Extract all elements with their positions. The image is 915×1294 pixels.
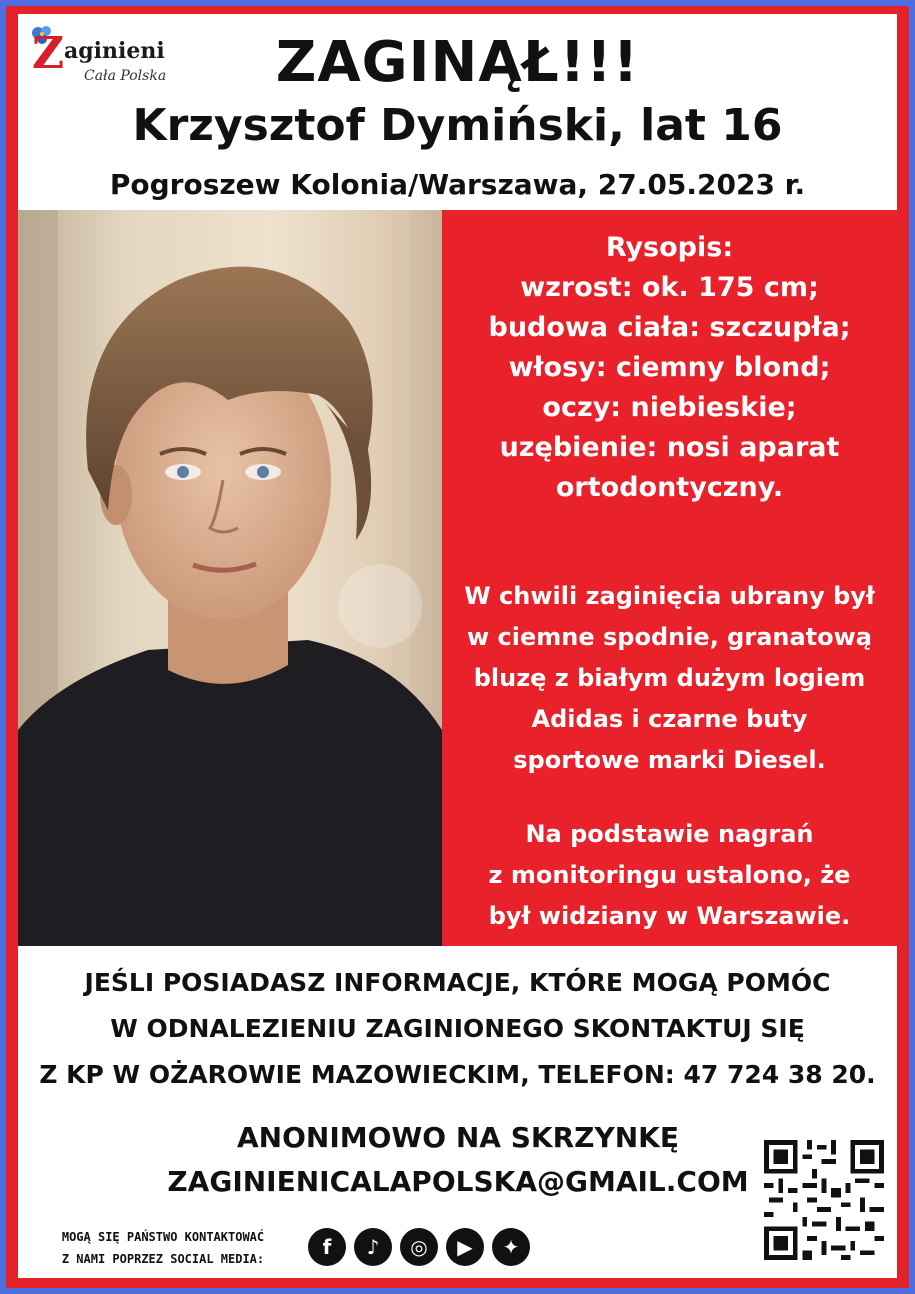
clothing-line: Adidas i czarne buty <box>531 705 808 733</box>
logo-subtitle: Cała Polska <box>84 68 167 84</box>
person-photo <box>18 210 442 946</box>
social-caption-line: MOGĄ SIĘ PAŃSTWO KONTAKTOWAĆ <box>61 1230 265 1244</box>
sighting-block <box>442 814 897 937</box>
sighting-line: Na podstawie nagrań <box>525 820 814 848</box>
build-line: budowa ciała: szczupła; <box>488 312 851 343</box>
info-panel <box>442 210 897 946</box>
missing-person-poster <box>18 14 897 1278</box>
clothing-line: w ciemne spodnie, granatową <box>467 623 872 651</box>
poster-title: ZAGINĄŁ!!! <box>275 30 640 95</box>
sighting-line: był widziany w Warszawie. <box>488 902 851 930</box>
qr-code[interactable] <box>764 1140 884 1260</box>
youtube-icon[interactable]: ▶ <box>446 1228 484 1266</box>
teeth-line-2: ortodontyczny. <box>555 472 784 503</box>
anonymous-heading: ANONIMOWO NA SKRZYNKĘ <box>237 1121 679 1154</box>
height-line: wzrost: ok. 175 cm; <box>520 272 819 303</box>
place-date: Pogroszew Kolonia/Warszawa, 27.05.2023 r. <box>109 168 806 201</box>
logo-mark: Z <box>32 28 65 79</box>
clothing-line: bluzę z białym dużym logiem <box>473 664 866 692</box>
contact-line: W ODNALEZIENIU ZAGINIONEGO SKONTAKTUJ SIĘ <box>110 1014 805 1043</box>
hair-line: włosy: ciemny blond; <box>508 352 831 383</box>
twitter-icon[interactable]: ✦ <box>492 1228 530 1266</box>
clothing-line: sportowe marki Diesel. <box>513 746 826 774</box>
social-caption-line: Z NAMI POPRZEZ SOCIAL MEDIA: <box>61 1252 265 1266</box>
description-block <box>442 228 897 508</box>
clothing-line: W chwili zaginięcia ubrany był <box>464 582 875 610</box>
eyes-line: oczy: niebieskie; <box>542 392 797 423</box>
logo-title: aginieni <box>64 38 165 64</box>
description-heading: Rysopis: <box>605 232 734 263</box>
clothing-block <box>442 576 897 781</box>
contact-phone-line: Z KP W OŻAROWIE MAZOWIECKIM, TELEFON: 47 724 38 20. <box>39 1060 876 1089</box>
facebook-icon[interactable]: f <box>308 1228 346 1266</box>
contact-line: JEŚLI POSIADASZ INFORMACJE, KTÓRE MOGĄ POMÓC <box>84 968 831 997</box>
social-caption <box>28 1226 298 1270</box>
contact-block <box>18 960 897 1098</box>
sighting-line: z monitoringu ustalono, że <box>488 861 851 889</box>
tiktok-icon[interactable]: ♪ <box>354 1228 392 1266</box>
person-name: Krzysztof Dymiński, lat 16 <box>132 100 783 151</box>
instagram-icon[interactable]: ◎ <box>400 1228 438 1266</box>
email-address[interactable]: ZAGINIENICALAPOLSKA@GMAIL.COM <box>167 1165 749 1198</box>
teeth-line: uzębienie: nosi aparat <box>499 432 840 463</box>
social-icons <box>308 1228 530 1266</box>
anonymous-block <box>148 1116 768 1204</box>
